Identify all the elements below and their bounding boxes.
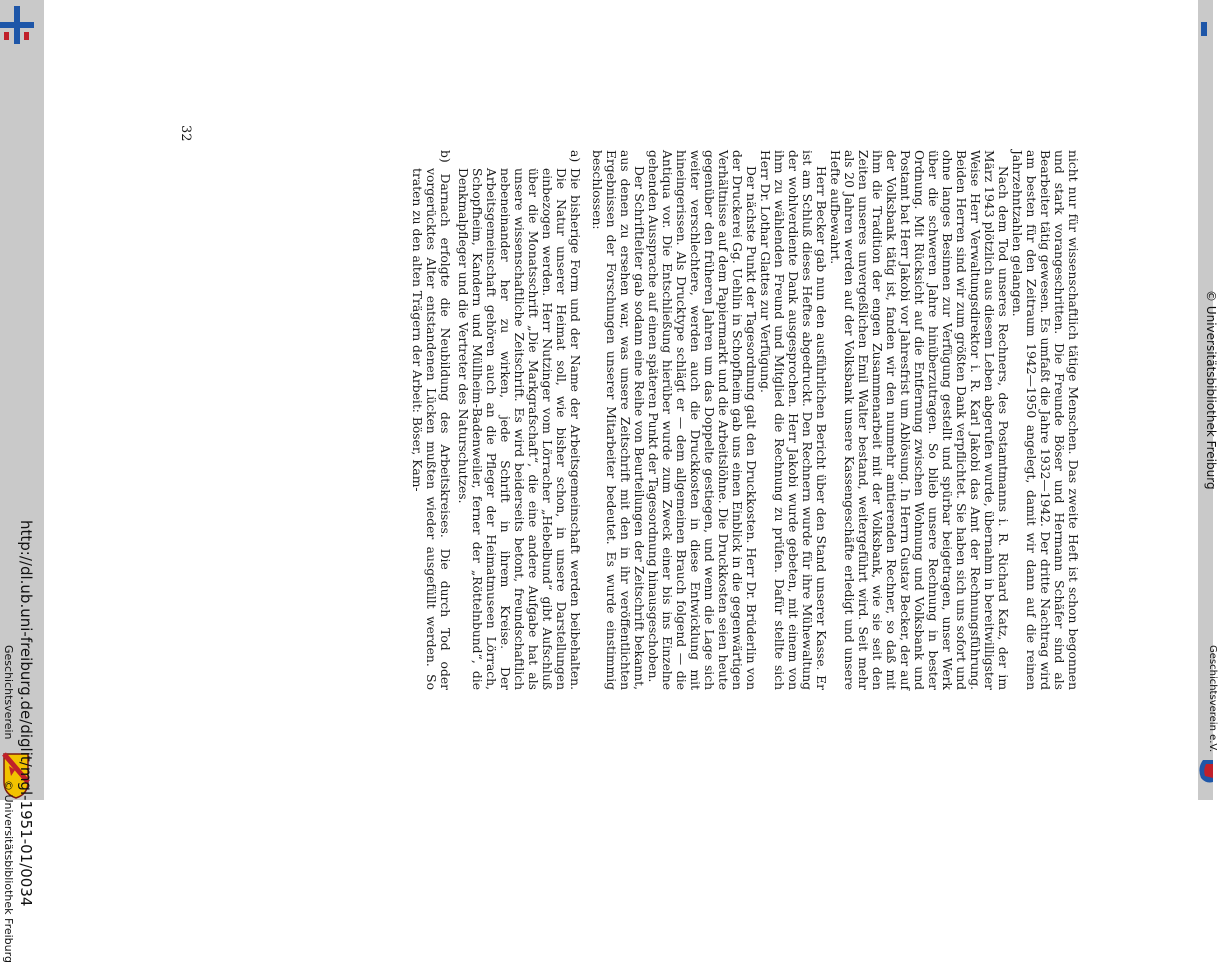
paragraph: Der nächste Punkt der Tagesordnung galt den Druckkosten. Herr Dr. Brüderlin von der Druckerei Gg. Uehlin in Schopfheim gab uns einen Einblick in die gegenwärtigen Verhältnisse auf dem Papiermarkt und die Arbeitslöhne. Die Druckkosten seien heute gegenüber den früheren Jahren um das Doppelte gestiegen, und wenn die Lage sich weiter verschlechtere, werden auch die Druckkosten in diese Entwicklung mit hineingerissen. Als Drucktype schlägt er — dem allgemeinen Brauch folgend — die Antiqua vor. Die Entschließung hierüber wurde zum Zweck einer bis ins Einzelne gehenden Aussprache auf einen späteren Punkt der Tagesordnung hinausgeschoben. [646, 150, 758, 690]
society-name-right: Geschichtsverein e.V. [1207, 645, 1218, 753]
list-item: a) Die bisherige Form und der Name der Arbeitsgemeinschaft werden beibehalten. Die Natur unserer Heimat soll, wie bisher schon, in unsere Darstellungen einbezogen werden. Herr Nutzinger vom Lörracher „Hebelbund“ gibt Aufschluß über die Monatsschrift „Die Markgrafschaft“, die eine andere Aufgabe hat als unsere wissenschaftliche Zeitschrift. Es wird beiderseits betont, freundschaftlich nebeneinander her zu wirken, jede Schrift in ihrem Kreise. Der Arbeitsgemeinschaft gehören auch an die Pfleger der Heimatmuseen Lörrach, Schopfheim, Kandern und Müllheim-Badenweiler, ferner der „Röttelnbund“, die Denkmalpfleger und die Vertreter des Naturschutzes. [456, 150, 582, 690]
list-item: b) Darnach erfolgte die Neubildung des Arbeitskreises. Die durch Tod oder vorgerücktes Alter entstandenen Lücken mußten wieder ausgefüllt werden. So traten zu den alten Trägern der Arbeit: Böser, Kam- [410, 150, 452, 690]
document-page [178, 125, 1080, 690]
copyright-notice: © Universitätsbibliothek Freiburg [2, 780, 15, 963]
paragraph: nicht nur für wissenschaftlich tätige Menschen. Das zweite Heft ist schon begonnen und stark vorangeschritten. Die Freunde Böser und Hermann Schäfer sind als Bearbeiter tätig gewesen. Es umfaßt die Jahre 1932—1942. Der dritte Nachtrag wird am besten für den Zeitraum 1942—1950 angelegt, damit wir dann auf die reinen Jahrzehntzahlen gelangen. [1010, 150, 1080, 690]
right-crest-icon [1197, 758, 1213, 784]
society-name: Geschichtsverein [2, 645, 15, 740]
copyright-notice-top: © Universitätsbibliothek Freiburg [1204, 290, 1218, 490]
source-url: http://dl.ub.uni-freiburg.de/diglit/mgl-1951-01/0034 [17, 520, 35, 907]
paragraph: Nach dem Tod unseres Rechners, des Postamtmanns i. R. Richard Katz, der im März 1943 plötzlich aus diesem Leben abgerufen wurde, übernahm in bereitwilligster Weise Herr Verwaltungsdirektor i. R. Karl Jakobi das Amt der Rechnungsführung. Beiden Herren sind wir zum größten Dank verpflichtet. Sie haben sich uns sofort und ohne langes Besinnen zur Verfügung gestellt und spürbar beigetragen, unser Werk über die schweren Jahre hinüberzutragen. So blieb unsere Rechnung in bester Ordnung. Mit Rücksicht auf die Entfernung zwischen Wohnung und Volksbank und Postamt bat Herr Jakobi vor Jahresfrist um Ablösung. In Herrn Gustav Becker, der auf der Volksbank tätig ist, fanden wir den nunmehr amtierenden Rechner, so daß mit ihm die Tradition der engen Zusammenarbeit mit der Volksbank, wie sie seit den Zeiten unseres unvergeßlichen Emil Walter bestand, weitergeführt wird. Seit mehr als 20 Jahren werden auf der Volksbank unsere Kassengeschäfte erledigt und unsere Hefte aufbewahrt. [828, 150, 1010, 690]
paragraph: Herr Becker gab nun den ausführlichen Bericht über den Stand unserer Kasse. Er ist am Schluß dieses Heftes abgedruckt. Den Rechnern wurde für ihre Mühewaltung der wohlverdiente Dank ausgesprochen. Herr Jakobi wurde gebeten, mit einem von ihm zu wählenden Freund und Mitglied die Rechnung zu prüfen. Dafür stellte sich Herr Dr. Lothar Glattes zur Verfügung. [758, 150, 828, 690]
paragraph: Der Schriftleiter gab sodann eine Reihe von Beurteilungen der Zeitschrift bekannt, aus denen zu ersehen war, was unsere Zeitschrift mit den in ihr veröffentlichten Ergebnissen der Forschungen unserer Mitarbeiter bedeutet. Es wurde einstimmig beschlossen: [590, 150, 646, 690]
right-logo-fragment-icon [1201, 22, 1207, 36]
page-number: 32 [178, 125, 193, 142]
library-logo-icon [0, 2, 34, 48]
